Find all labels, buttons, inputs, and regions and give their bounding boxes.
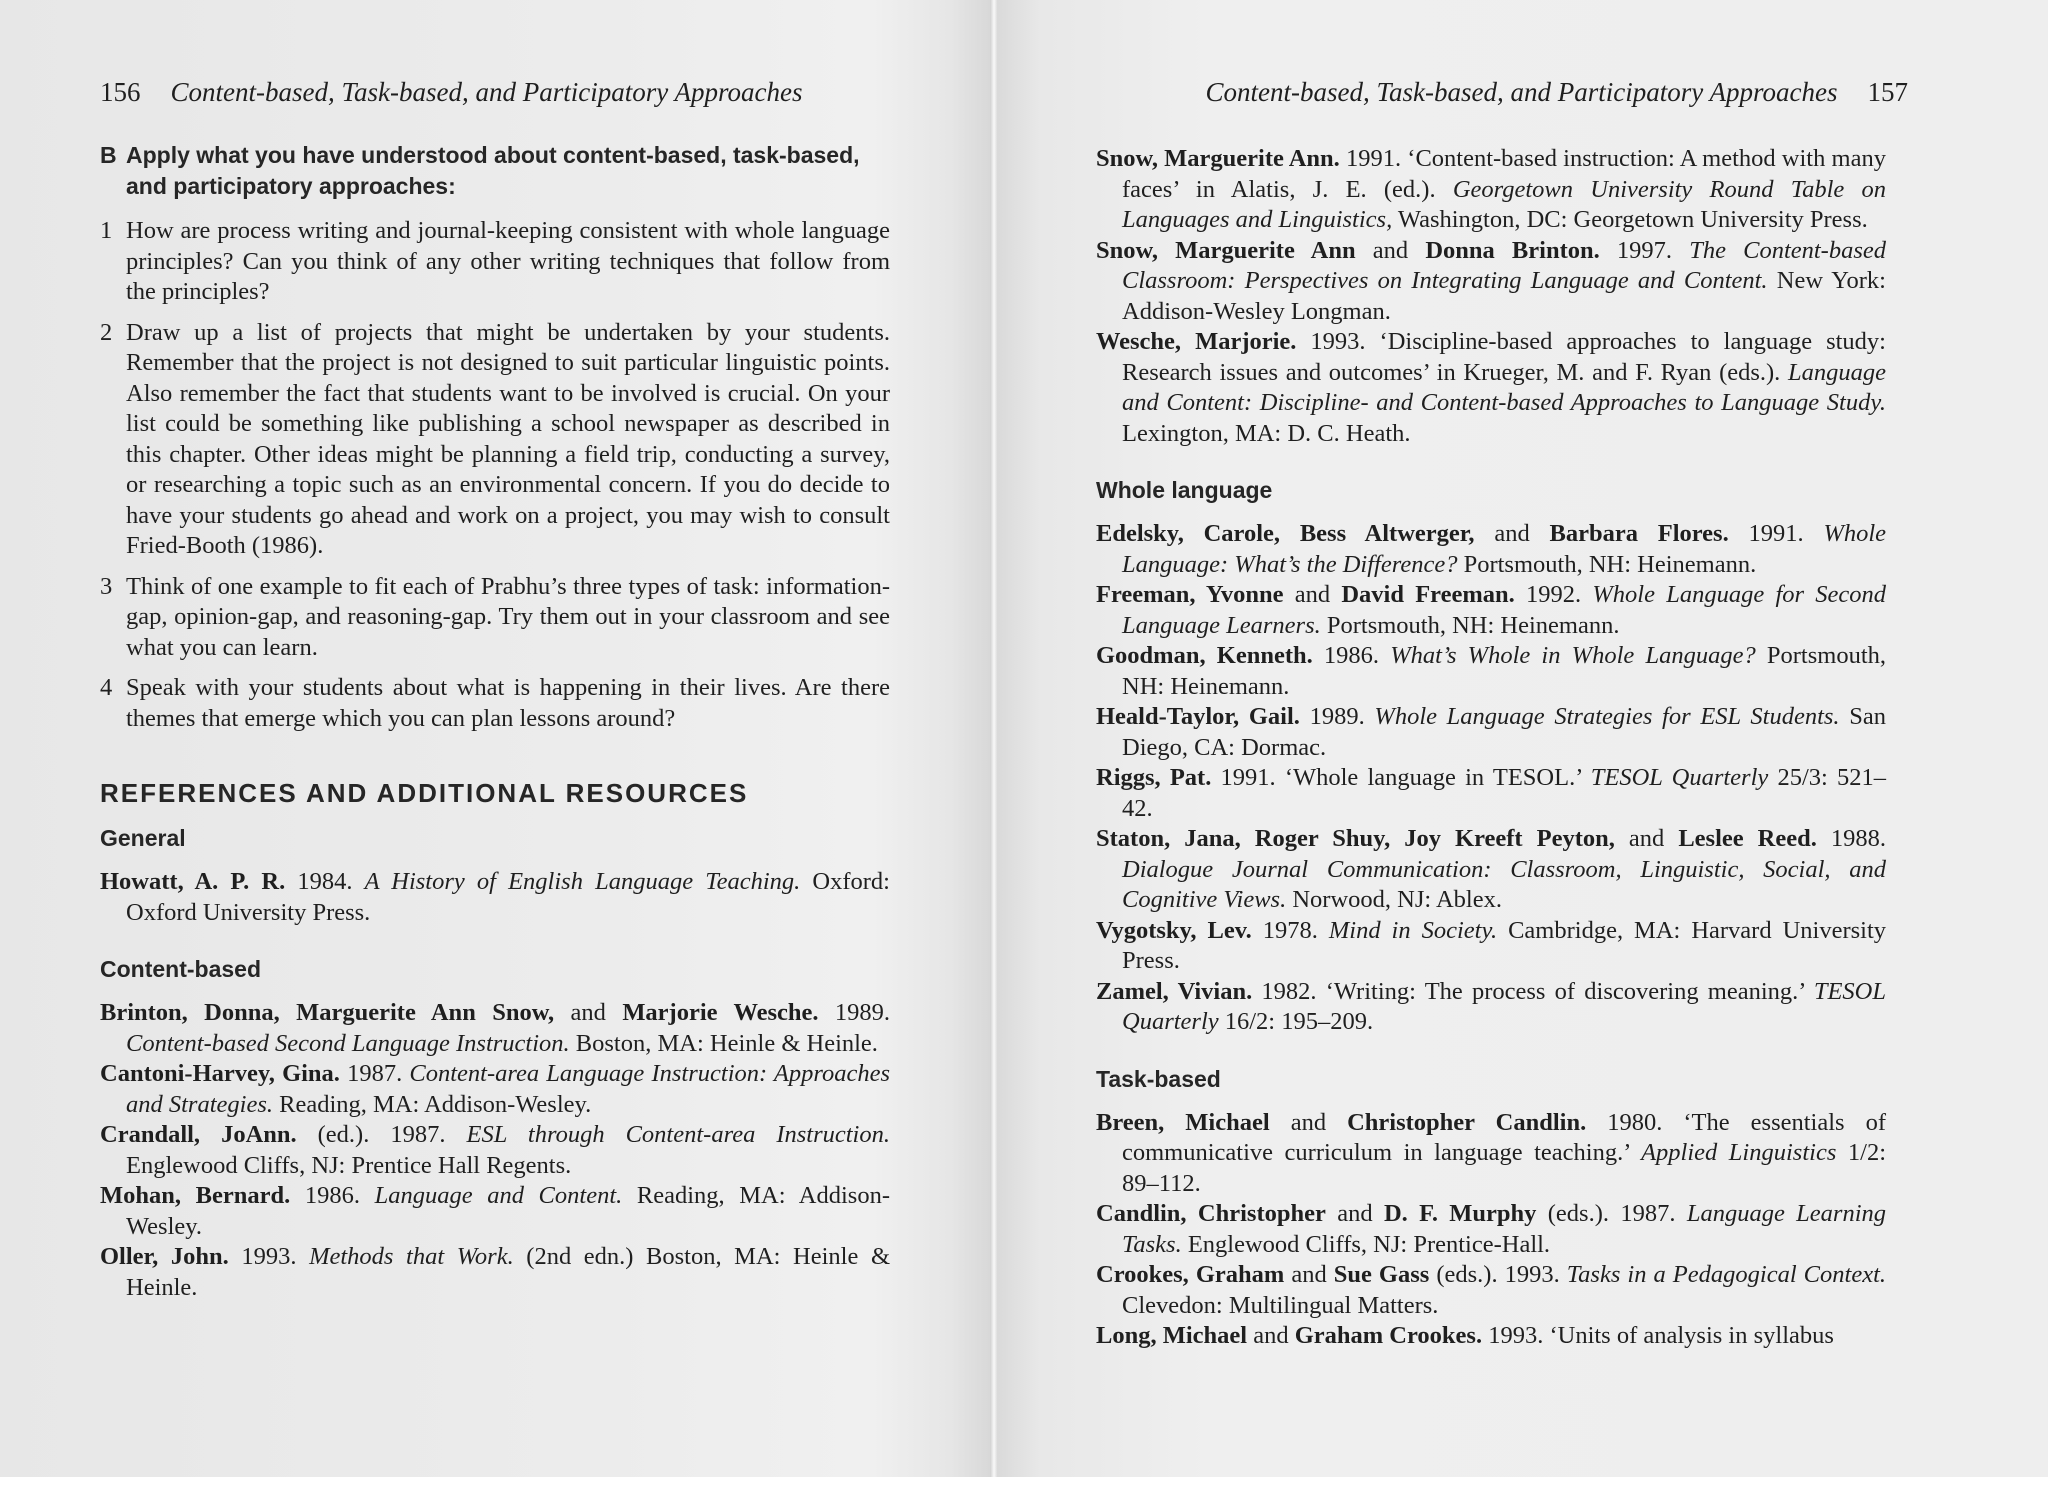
reference-entry [1096, 327, 1886, 449]
reference-entry [1096, 1108, 1886, 1200]
ref-text: Portsmouth, NH: Heinemann. [1457, 550, 1757, 578]
ref-author: Riggs, Pat. [1096, 764, 1212, 791]
task-item-number: 2 [100, 318, 113, 346]
ref-text: and [1247, 1322, 1295, 1349]
ref-text: 1993. ‘Units of analysis in syllabus [1482, 1322, 1834, 1349]
task-item-text: Speak with your students about what is happening in their lives. Are there themes that emerge which you can plan lessons around? [126, 674, 890, 732]
ref-author: D. F. Murphy [1383, 1200, 1537, 1227]
left-page [0, 0, 990, 1489]
ref-title: ESL through Content-area Instruction. [466, 1121, 890, 1148]
task-item [100, 318, 890, 562]
scan-bottom-edge [0, 1477, 2048, 1489]
reference-entry [1096, 824, 1886, 916]
reference-entry [1096, 236, 1886, 328]
section-heading-task-based: Task-based [1096, 1065, 1221, 1092]
ref-text: and [1284, 1261, 1334, 1288]
ref-title: Dialogue Journal Communication: Classroom, Linguistic, Social, and Cognitive Views. [1122, 855, 1886, 913]
ref-author: Vygotsky, Lev. [1096, 916, 1252, 944]
ref-text: 1989. [1299, 703, 1375, 730]
ref-author: Breen, Michael [1096, 1108, 1270, 1136]
ref-title: Whole Language: What’s the Difference? [1122, 520, 1887, 578]
task-heading [100, 140, 890, 202]
running-head-title: Content-based, Task-based, and Participatory Approaches [1205, 77, 1838, 107]
ref-author: Mohan, Bernard. [100, 1182, 291, 1209]
running-head-right [1206, 74, 1908, 110]
ref-text: Reading, MA: Addison-Wesley. [273, 1090, 592, 1118]
ref-text: 1993. [228, 1243, 310, 1270]
ref-text: Clevedon: Multilingual Matters. [1122, 1291, 1439, 1319]
reference-entry [1096, 1321, 1886, 1352]
ref-title: Whole Language Strategies for ESL Students. [1374, 703, 1840, 730]
reference-entry [1096, 916, 1886, 977]
ref-title: Applied Linguistics [1641, 1139, 1837, 1166]
ref-text: 1992. [1514, 581, 1593, 608]
reference-entry [1096, 763, 1886, 824]
ref-title: TESOL Quarterly [1590, 764, 1769, 791]
ref-text: and [1269, 1108, 1348, 1136]
ref-author: Brinton, Donna, Marguerite Ann Snow, [100, 999, 555, 1026]
ref-author: Edelsky, Carole, Bess Altwerger, [1096, 520, 1475, 547]
ref-title: A History of English Language Teaching. [364, 868, 801, 895]
task-item-number: 1 [100, 217, 113, 244]
ref-text: 1987. [339, 1060, 410, 1087]
right-column [1096, 144, 1886, 1352]
ref-author: David Freeman. [1341, 581, 1515, 608]
ref-text: (eds.). 1987. [1536, 1200, 1687, 1227]
page-number: 157 [1867, 77, 1908, 107]
reference-entry [100, 1120, 890, 1181]
ref-title: Content-area Language Instruction: Approaches and Strategies. [126, 1060, 891, 1118]
running-head-left [100, 74, 802, 110]
ref-text: Portsmouth, NH: Heinemann. [1122, 642, 1886, 700]
ref-text: Englewood Cliffs, NJ: Prentice-Hall. [1181, 1230, 1551, 1258]
ref-text: Englewood Cliffs, NJ: Prentice Hall Regents. [126, 1151, 572, 1179]
ref-title: Language and Content. [374, 1182, 623, 1209]
task-heading-text: Apply what you have understood about content-based, task-based, and participatory approaches: [126, 142, 860, 199]
ref-text: 1986. [1312, 642, 1391, 669]
ref-text: and [1355, 236, 1426, 264]
ref-title: Content-based Second Language Instruction. [126, 1029, 570, 1057]
section-heading-whole-language: Whole language [1096, 477, 1273, 503]
ref-text: (ed.). 1987. [296, 1121, 467, 1148]
ref-author: Crookes, Graham [1096, 1261, 1285, 1288]
ref-author: Howatt, A. P. R. [100, 868, 286, 895]
ref-text: 1991. [1728, 520, 1824, 547]
reference-entry [100, 1181, 890, 1242]
ref-author: Christopher Candlin. [1347, 1108, 1587, 1136]
ref-author: Staton, Jana, Roger Shuy, Joy Kreeft Peyton, [1096, 825, 1615, 852]
ref-author: Donna Brinton. [1425, 236, 1600, 264]
ref-author: Leslee Reed. [1678, 825, 1817, 852]
ref-title: Georgetown University Round Table on Languages and Linguistics, [1122, 175, 1887, 233]
ref-text: Lexington, MA: D. C. Heath. [1122, 419, 1411, 447]
ref-author: Candlin, Christopher [1096, 1200, 1326, 1227]
reference-entry [1096, 519, 1886, 580]
ref-text: Norwood, NJ: Ablex. [1286, 886, 1502, 913]
ref-text: and [1614, 825, 1679, 852]
reference-entry [1096, 977, 1886, 1038]
ref-author: Snow, Marguerite Ann. [1096, 145, 1340, 172]
ref-title: The Content-based Classroom: Perspectives on Integrating Language and Content. [1122, 236, 1886, 294]
ref-text: Cambridge, MA: Harvard University Press. [1122, 916, 1886, 974]
ref-text: San Diego, CA: Dormac. [1122, 703, 1886, 761]
ref-text: 1986. [290, 1182, 375, 1209]
ref-title: TESOL Quarterly [1122, 977, 1886, 1035]
reference-entry [100, 1242, 890, 1303]
task-item-text: Draw up a list of projects that might be undertaken by your students. Remember that the project is not designed to suit particular linguistic points. Also remember the fact that students want to be involved is crucial. On your list could be something like publishing a school newspaper as described in this chapter. Other ideas might be planning a field trip, conducting a survey, or researching a topic such as an environmental concern. If you do decide to have your students go ahead and work on a project, you may wish to consult Fried-Booth (1986). [126, 318, 890, 559]
ref-author: Zamel, Vivian. [1096, 977, 1253, 1005]
ref-author: Marjorie Wesche. [622, 999, 819, 1026]
ref-author: Sue Gass [1333, 1261, 1430, 1288]
ref-author: Snow, Marguerite Ann [1096, 236, 1356, 264]
ref-title: What’s Whole in Whole Language? [1390, 642, 1756, 669]
ref-list-task-based [1096, 1108, 1886, 1352]
task-item-text: Think of one example to fit each of Prabhu’s three types of task: information-gap, opinion-gap, and reasoning-gap. Try them out in your classroom and see what you can learn. [126, 572, 890, 661]
ref-text: Oxford: Oxford University Press. [126, 868, 890, 926]
ref-text: and [554, 999, 623, 1026]
book-gutter [990, 0, 998, 1489]
right-page [998, 0, 2048, 1489]
task-item-text: How are process writing and journal-keeping consistent with whole language principles? Can you think of any other writing techniques that follow from the principles? [126, 217, 890, 305]
ref-text: 25/3: 521–42. [1122, 764, 1886, 822]
ref-text: Boston, MA: Heinle & Heinle. [569, 1029, 878, 1057]
ref-author: Heald-Taylor, Gail. [1096, 703, 1300, 730]
ref-text: 1993. ‘Discipline-based approaches to language study: Research issues and outcomes’ in Krueger, M. and F. Ryan (eds.). [1122, 328, 1886, 386]
ref-author: Cantoni-Harvey, Gina. [100, 1060, 340, 1087]
left-column [100, 140, 890, 1303]
ref-list-content-based-continued [1096, 144, 1886, 449]
ref-author: Barbara Flores. [1549, 520, 1729, 547]
ref-list-general [100, 867, 890, 928]
section-heading-content-based: Content-based [100, 956, 261, 982]
ref-author: Oller, John. [100, 1243, 229, 1270]
ref-text: 1991. ‘Whole language in TESOL.’ [1211, 764, 1591, 791]
ref-text: New York: Addison-Wesley Longman. [1122, 267, 1886, 325]
ref-title: Whole Language for Second Language Learners. [1122, 581, 1887, 639]
ref-list-content-based [100, 998, 890, 1303]
section-heading-general: General [100, 825, 186, 851]
ref-author: Graham Crookes. [1294, 1322, 1483, 1349]
ref-text: 16/2: 195–209. [1218, 1008, 1374, 1035]
ref-text: 1997. [1599, 236, 1690, 264]
ref-text: 1984. [285, 868, 365, 895]
reference-entry [1096, 1260, 1886, 1321]
ref-text: 1989. [818, 999, 891, 1026]
ref-text: (eds.). 1993. [1429, 1261, 1567, 1288]
ref-author: Wesche, Marjorie. [1096, 328, 1297, 355]
ref-author: Crandall, JoAnn. [100, 1121, 297, 1148]
ref-text: and [1325, 1200, 1384, 1227]
ref-text: Portsmouth, NH: Heinemann. [1320, 611, 1620, 639]
ref-text: Washington, DC: Georgetown University Press. [1392, 206, 1868, 233]
task-item [100, 572, 890, 664]
reference-entry [1096, 580, 1886, 641]
ref-text: 1980. ‘The essentials of communicative curriculum in language teaching.’ [1122, 1108, 1886, 1166]
ref-title: Methods that Work. [309, 1243, 514, 1270]
ref-text: and [1283, 581, 1342, 608]
ref-author: Long, Michael [1096, 1322, 1248, 1349]
ref-title: Language and Content: Discipline- and Content-based Approaches to Language Study. [1122, 358, 1886, 416]
running-head-title: Content-based, Task-based, and Participatory Approaches [170, 77, 803, 107]
ref-title: Mind in Society. [1328, 916, 1498, 944]
reference-entry [1096, 144, 1886, 236]
ref-list-whole-language [1096, 519, 1886, 1038]
ref-text: and [1474, 520, 1550, 547]
reference-entry [100, 1059, 890, 1120]
ref-text: 1978. [1251, 916, 1329, 944]
task-item [100, 673, 890, 734]
ref-text: 1991. ‘Content-based instruction: A method with many faces’ in Alatis, J. E. (ed.). [1122, 145, 1886, 203]
task-item [100, 216, 890, 308]
reference-entry [1096, 702, 1886, 763]
ref-title: Tasks in a Pedagogical Context. [1566, 1261, 1886, 1288]
ref-text: 1982. ‘Writing: The process of discovering meaning.’ [1252, 977, 1814, 1005]
task-item-number: 3 [100, 572, 113, 600]
reference-entry [100, 998, 890, 1059]
task-item-number: 4 [100, 674, 113, 701]
ref-title: Language Learning Tasks. [1122, 1200, 1886, 1258]
ref-text: 1/2: 89–112. [1122, 1139, 1886, 1197]
ref-text: (2nd edn.) Boston, MA: Heinle & Heinle. [126, 1243, 891, 1301]
page-number: 156 [100, 77, 141, 107]
reference-entry [1096, 1199, 1886, 1260]
ref-author: Goodman, Kenneth. [1096, 642, 1313, 669]
ref-text: 1988. [1816, 825, 1887, 852]
references-heading: REFERENCES AND ADDITIONAL RESOURCES [100, 778, 749, 808]
ref-text: Reading, MA: Addison-Wesley. [126, 1182, 891, 1240]
reference-entry [100, 867, 890, 928]
task-letter: B [100, 142, 117, 168]
ref-author: Freeman, Yvonne [1096, 581, 1284, 608]
reference-entry [1096, 641, 1886, 702]
